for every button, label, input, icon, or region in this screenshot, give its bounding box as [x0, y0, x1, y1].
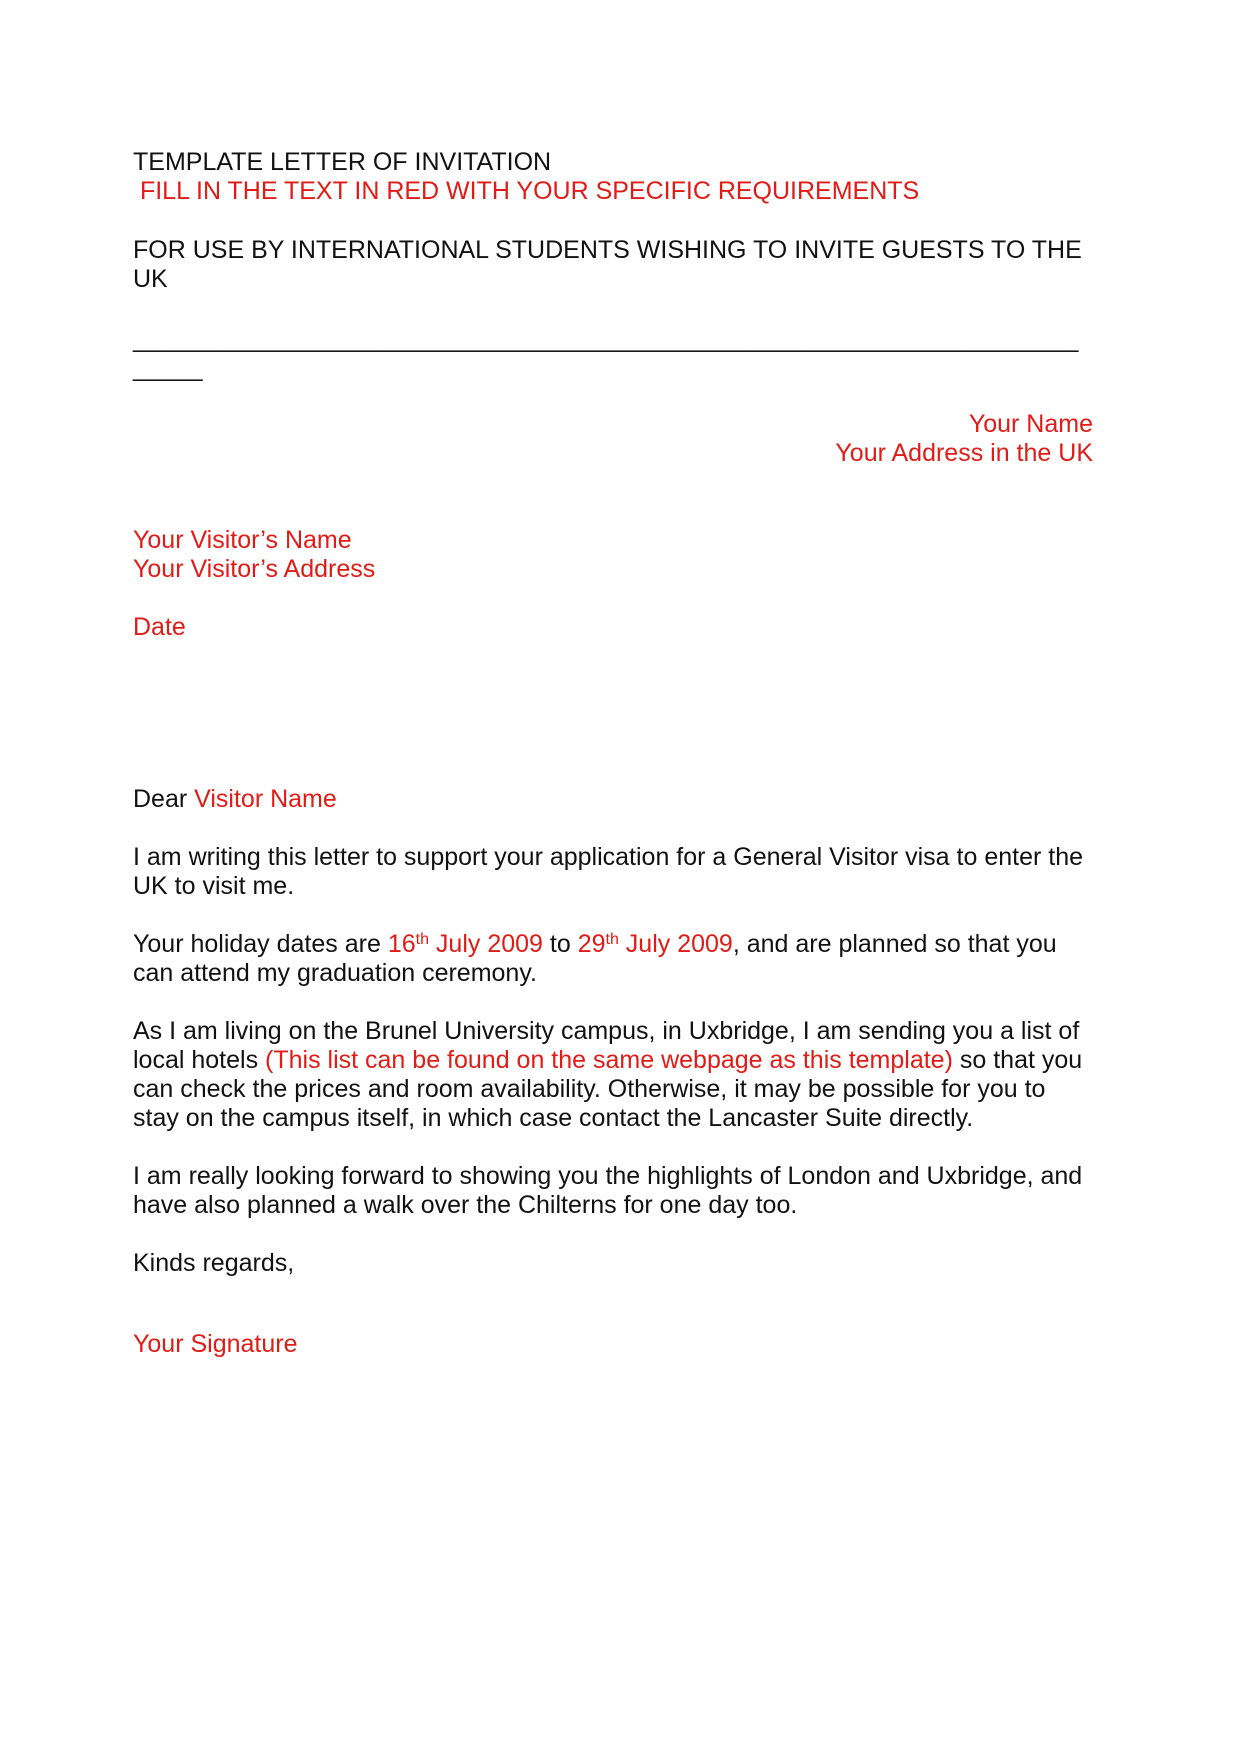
- end-date-ordinal: th: [605, 931, 619, 948]
- red-instruction: FILL IN THE TEXT IN RED WITH YOUR SPECIFIC REQUIREMENTS: [133, 177, 920, 205]
- sender-name: Your Name: [968, 410, 1093, 438]
- paragraph-holiday-dates: [133, 930, 1093, 988]
- sender-address: Your Address in the UK: [835, 439, 1093, 467]
- holiday-outro: , and are planned so that you can attend my graduation ceremony.: [133, 930, 1057, 987]
- document-title: TEMPLATE LETTER OF INVITATION: [133, 148, 552, 176]
- start-date-ordinal: th: [415, 931, 429, 948]
- paragraph-hotels: [133, 1017, 1093, 1133]
- divider-line-long: ____________________________________________________________________: [133, 325, 1079, 353]
- salutation-prefix: Dear: [133, 785, 195, 813]
- hotels-text-1: As I am living on the Brunel University campus, in Uxbridge, I am sending you a list of local hotels: [133, 1017, 1080, 1074]
- date-line: Date: [133, 613, 186, 641]
- paragraph-visa-support: I am writing this letter to support your application for a General Visitor visa to enter the UK to visit me.: [133, 843, 1083, 900]
- salutation-visitor-name: Visitor Name: [194, 785, 337, 813]
- holiday-intro: Your holiday dates are: [133, 930, 388, 958]
- signature-divider: [133, 325, 1093, 383]
- start-date-day: 16: [387, 930, 416, 958]
- signature-placeholder: Your Signature: [133, 1330, 298, 1358]
- visitor-name-line: Your Visitor’s Name: [133, 526, 352, 554]
- start-date-month-year: July 2009: [428, 930, 543, 958]
- date-range-connector: to: [542, 930, 578, 958]
- paragraph-looking-forward: I am really looking forward to showing you the highlights of London and Uxbridge, and have also planned a walk over the Chilterns for one day too.: [133, 1162, 1083, 1219]
- sender-block: [133, 410, 1093, 468]
- closing-regards: Kinds regards,: [133, 1249, 295, 1277]
- end-date-day: 29: [577, 930, 606, 958]
- hotels-text-2: so that you can check the prices and room availability. Otherwise, it may be possible for you to stay on the campus itself, in which case contact the Lancaster Suite directly.: [133, 1046, 1083, 1132]
- divider-line-short: _____: [133, 354, 203, 382]
- letter-content: [133, 148, 1093, 1359]
- hotels-red-note: (This list can be found on the same webpage as this template): [265, 1046, 953, 1074]
- audience-note: FOR USE BY INTERNATIONAL STUDENTS WISHING TO INVITE GUESTS TO THE UK: [133, 236, 1082, 293]
- visitor-address-line: Your Visitor’s Address: [133, 555, 376, 583]
- end-date-month-year: July 2009: [618, 930, 733, 958]
- recipient-block: [133, 526, 1093, 584]
- salutation: [133, 785, 1093, 814]
